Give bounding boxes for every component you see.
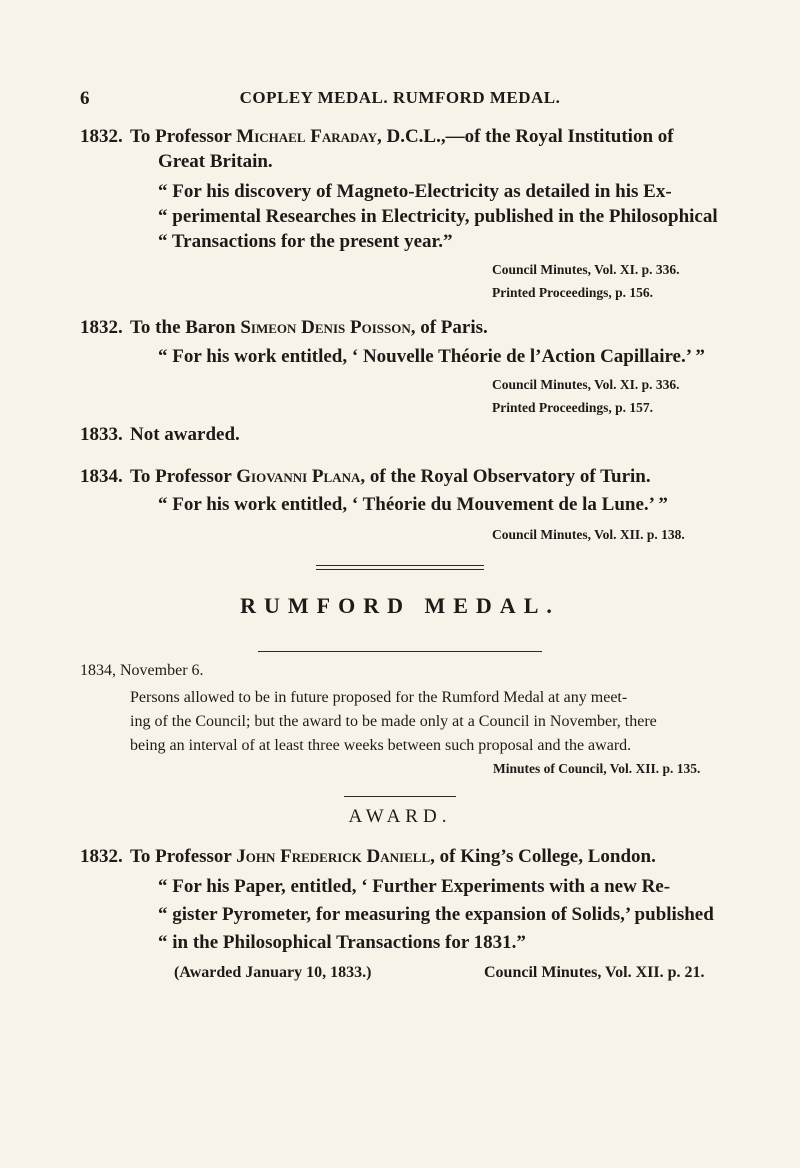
entry-year: 1834. [80, 466, 123, 487]
citation-line: “ For his work entitled, ‘ Nouvelle Théorie de l’Action Capillaire.’ ” [158, 346, 705, 367]
entry-year: 1832. [80, 846, 123, 867]
citation-line: “ in the Philosophical Transactions for 1831.” [158, 932, 526, 953]
entry-recipient-line: To Professor John Frederick Daniell, of King’s College, London. [130, 846, 656, 867]
entry-year: 1832. [80, 317, 123, 338]
citation-line: “ Transactions for the present year.” [158, 231, 453, 252]
recipient-name: Simeon Denis Poisson [240, 317, 411, 338]
divider-rule [344, 796, 456, 797]
reference-note: Printed Proceedings, p. 157. [492, 400, 653, 415]
resolution-text-line: Persons allowed to be in future proposed for the Rumford Medal at any meet- [130, 689, 628, 706]
resolution-date: 1834, November 6. [80, 662, 204, 679]
entry-recipient-line: To the Baron Simeon Denis Poisson, of Paris. [130, 317, 488, 338]
entry-recipient-line-2: Great Britain. [158, 151, 273, 172]
entry-recipient-line: Not awarded. [130, 424, 240, 445]
reference-note: Council Minutes, Vol. XII. p. 21. [484, 964, 705, 981]
divider-rule [258, 651, 542, 652]
entry-year: 1833. [80, 424, 123, 445]
page-number: 6 [80, 88, 90, 109]
resolution-text-line: being an interval of at least three weeks between such proposal and the award. [130, 737, 632, 754]
section-divider [316, 565, 484, 570]
award-date-note: (Awarded January 10, 1833.) [174, 964, 372, 981]
section-title: RUMFORD MEDAL. [240, 593, 560, 618]
entry-year: 1832. [80, 126, 123, 147]
reference-note: Council Minutes, Vol. XI. p. 336. [492, 262, 680, 277]
citation-line: “ perimental Researches in Electricity, published in the Philosophical [158, 206, 718, 227]
running-title: COPLEY MEDAL. RUMFORD MEDAL. [239, 88, 561, 107]
reference-note: Minutes of Council, Vol. XII. p. 135. [493, 761, 701, 776]
entry-recipient-line: To Professor Michael Faraday, D.C.L.,—of the Royal Institution of [130, 126, 674, 147]
resolution-text-line: ing of the Council; but the award to be made only at a Council in November, there [130, 713, 657, 730]
entry-recipient-line: To Professor Giovanni Plana, of the Royal Observatory of Turin. [130, 466, 651, 487]
citation-line: “ For his Paper, entitled, ‘ Further Experiments with a new Re- [158, 876, 671, 897]
citation-line: “ For his work entitled, ‘ Théorie du Mouvement de la Lune.’ ” [158, 494, 668, 515]
reference-note: Council Minutes, Vol. XII. p. 138. [492, 527, 685, 542]
recipient-name: John Frederick Daniell [236, 846, 431, 867]
reference-note: Council Minutes, Vol. XI. p. 336. [492, 377, 680, 392]
recipient-name: Giovanni Plana [236, 466, 361, 487]
recipient-name: Michael Faraday [236, 126, 377, 147]
reference-note: Printed Proceedings, p. 156. [492, 285, 653, 300]
citation-line: “ For his discovery of Magneto-Electricity as detailed in his Ex- [158, 181, 672, 202]
citation-line: “ gister Pyrometer, for measuring the expansion of Solids,’ published [158, 904, 714, 925]
award-heading: AWARD. [348, 806, 452, 827]
